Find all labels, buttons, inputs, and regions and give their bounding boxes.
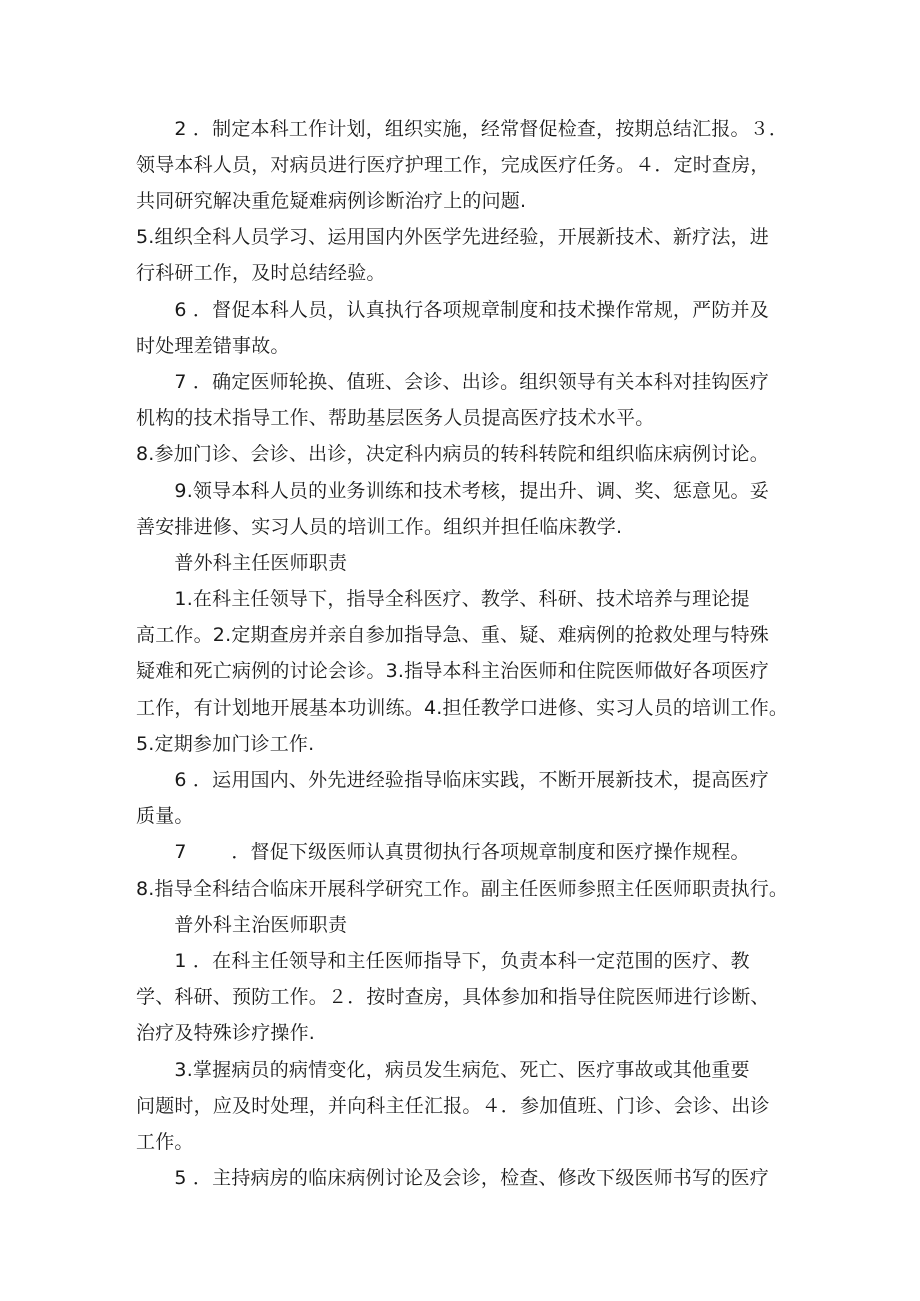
text-line: 2 ．制定本科工作计划，组织实施，经常督促检查，按期总结汇报。３． <box>136 118 789 140</box>
text-line: 5 ．主持病房的临床病例讨论及会诊，检查、修改下级医师书写的医疗 <box>136 1167 769 1189</box>
text-line: 5.组织全科人员学习、运用国内外医学先进经验，开展新技术、新疗法，进 <box>136 226 769 248</box>
text-line: 领导本科人员，对病员进行医疗护理工作，完成医疗任务。４．定时查房， <box>136 154 770 176</box>
section-heading: 普外科主任医师职责 <box>136 552 348 574</box>
text-line: 学、科研、预防工作。２．按时查房，具体参加和指导住院医师进行诊断、 <box>136 986 770 1008</box>
text-line: 5.定期参加门诊工作. <box>136 733 315 755</box>
text-line: 3.掌握病员的病情变化，病员发生病危、死亡、医疗事故或其他重要 <box>136 1059 750 1081</box>
text-line: 6 ．运用国内、外先进经验指导临床实践，不断开展新技术，提高医疗 <box>136 769 769 791</box>
text-line: 疑难和死亡病例的讨论会诊。3.指导本科主治医师和住院医师做好各项医疗 <box>136 660 769 682</box>
text-line: 6 ．督促本科人员，认真执行各项规章制度和技术操作常规，严防并及 <box>136 299 769 321</box>
text-line: 8.参加门诊、会诊、出诊，决定科内病员的转科转院和组织临床病例讨论。 <box>136 443 769 465</box>
text-line: 治疗及特殊诊疗操作. <box>136 1022 316 1044</box>
text-line: 时处理差错事故。 <box>136 335 290 357</box>
text-line: 共同研究解决重危疑难病例诊断治疗上的问题. <box>136 190 527 212</box>
text-line: 1.在科主任领导下，指导全科医疗、教学、科研、技术培养与理论提 <box>136 588 750 610</box>
text-line: 7 ．确定医师轮换、值班、会诊、出诊。组织领导有关本科对挂钩医疗 <box>136 371 769 393</box>
text-line: 工作。 <box>136 1131 194 1153</box>
text-line: 质量。 <box>136 805 194 827</box>
text-line: 问题时，应及时处理，并向科主任汇报。４．参加值班、门诊、会诊、出诊 <box>136 1095 770 1117</box>
text-line: 机构的技术指导工作、帮助基层医务人员提高医疗技术水平。 <box>136 407 655 429</box>
text-line: 行科研工作，及时总结经验。 <box>136 262 386 284</box>
section-heading: 普外科主治医师职责 <box>136 914 348 936</box>
text-line: 1 ．在科主任领导和主任医师指导下，负责本科一定范围的医疗、教 <box>136 950 750 972</box>
text-line: 工作，有计划地开展基本功训练。4.担任教学口进修、实习人员的培训工作。 <box>136 697 789 719</box>
text-line: 8.指导全科结合临床开展科学研究工作。副主任医师参照主任医师职责执行。 <box>136 878 789 900</box>
text-line: 善安排进修、实习人员的培训工作。组织并担任临床教学. <box>136 516 623 538</box>
text-line: 高工作。2.定期查房并亲自参加指导急、重、疑、难病例的抢救处理与特殊 <box>136 624 769 646</box>
text-line: 9.领导本科人员的业务训练和技术考核，提出升、调、奖、惩意见。妥 <box>136 480 769 502</box>
text-line: 7 ．督促下级医师认真贯彻执行各项规章制度和医疗操作规程。 <box>136 841 750 863</box>
